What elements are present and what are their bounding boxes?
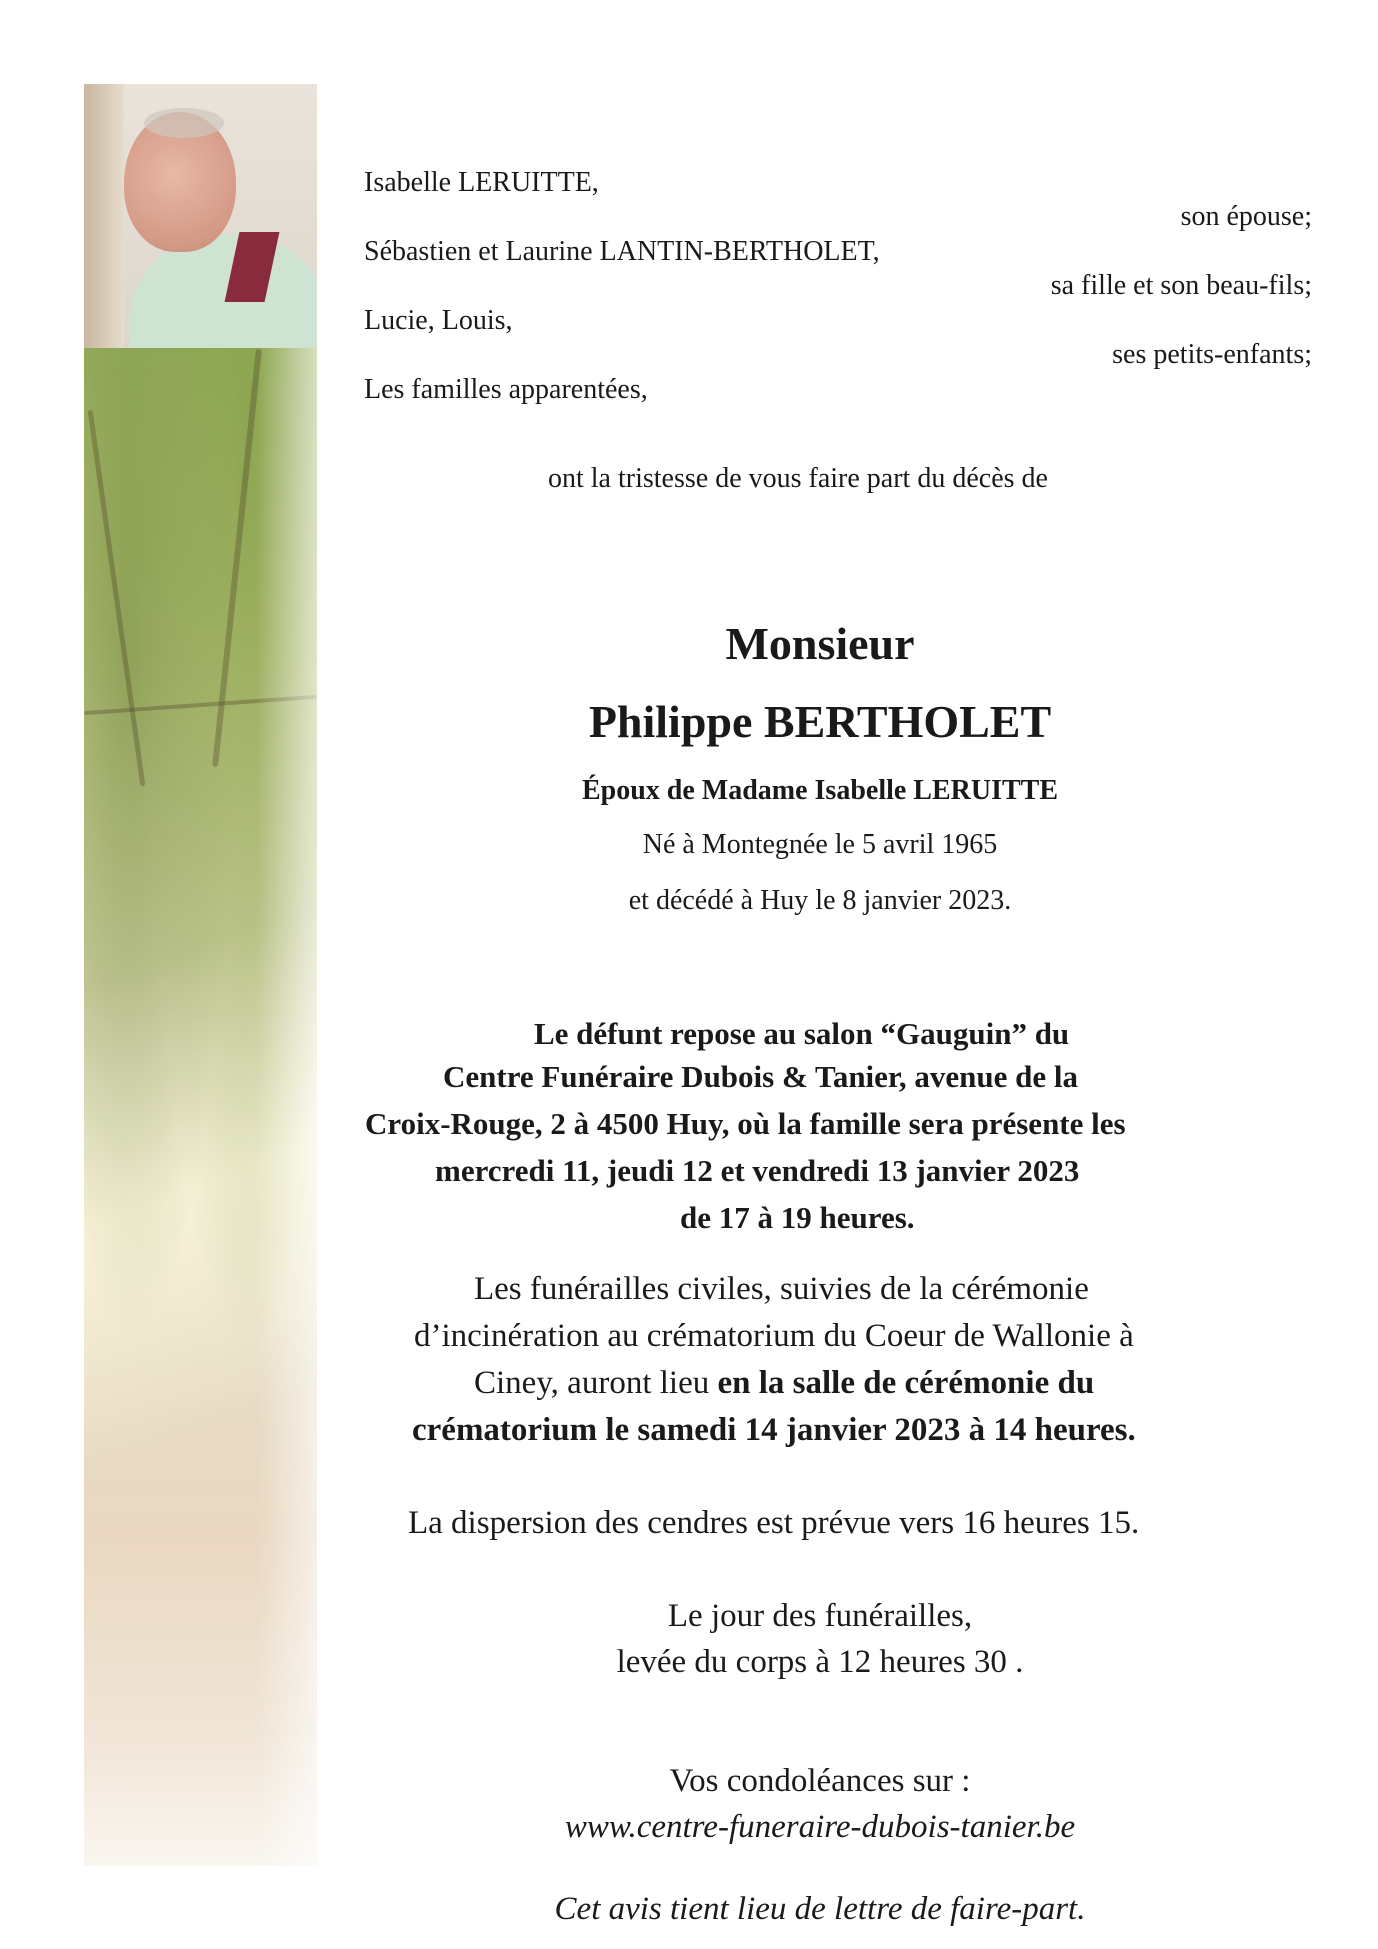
family-relation-2: sa fille et son beau-fils;	[1050, 270, 1312, 301]
funeral-line-3-plain: Ciney, auront lieu	[474, 1365, 718, 1401]
footer-note: Cet avis tient lieu de lettre de faire-part.	[554, 1891, 1086, 1927]
family-name-1: Isabelle LERUITTE,	[364, 167, 599, 198]
visitation-line-1: Le défunt repose au salon “Gauguin” du	[534, 1016, 1070, 1051]
spouse-line: Époux de Madame Isabelle LERUITTE	[581, 775, 1059, 806]
forest-path-image	[84, 348, 317, 1866]
funeral-line-1: Les funérailles civiles, suivies de la cérémonie	[474, 1271, 1089, 1307]
visitation-line-3: Croix-Rouge, 2 à 4500 Huy, où la famille sera présente les	[365, 1106, 1126, 1141]
family-name-2: Sébastien et Laurine LANTIN-BERTHOLET,	[364, 236, 880, 267]
deceased-name: Philippe BERTHOLET	[588, 696, 1052, 747]
departure-line-1: Le jour des funérailles,	[667, 1598, 973, 1634]
deceased-title: Monsieur	[725, 618, 915, 669]
portrait-photo	[84, 84, 317, 348]
sidebar-image-strip	[84, 84, 317, 1866]
departure-line-2: levée du corps à 12 heures 30 .	[616, 1644, 1024, 1680]
condolences-url-link[interactable]: www.centre-funeraire-dubois-tanier.be	[564, 1809, 1076, 1845]
visitation-line-4: mercredi 11, jeudi 12 et vendredi 13 janvier 2023	[435, 1153, 1080, 1188]
family-name-3: Lucie, Louis,	[364, 305, 513, 336]
visitation-line-5: de 17 à 19 heures.	[680, 1200, 915, 1235]
announcement-text: ont la tristesse de vous faire part du décès de	[548, 463, 1048, 494]
ashes-text: La dispersion des cendres est prévue vers 16 heures 15.	[408, 1505, 1140, 1541]
funeral-line-3-bold: en la salle de cérémonie du	[717, 1365, 1095, 1401]
family-relation-1: son épouse;	[1180, 201, 1312, 232]
funeral-line-3	[474, 1364, 1094, 1404]
visitation-line-2: Centre Funéraire Dubois & Tanier, avenue de la	[443, 1059, 1078, 1094]
family-name-4: Les familles apparentées,	[364, 374, 648, 405]
death-line: et décédé à Huy le 8 janvier 2023.	[628, 885, 1012, 916]
birth-line: Né à Montegnée le 5 avril 1965	[642, 829, 998, 860]
condolences-label: Vos condoléances sur :	[669, 1763, 971, 1799]
funeral-line-4: crématorium le samedi 14 janvier 2023 à 14 heures.	[412, 1412, 1136, 1448]
family-relation-3: ses petits-enfants;	[1112, 339, 1312, 370]
funeral-line-2: d’incinération au crématorium du Coeur de Wallonie à	[414, 1318, 1134, 1354]
